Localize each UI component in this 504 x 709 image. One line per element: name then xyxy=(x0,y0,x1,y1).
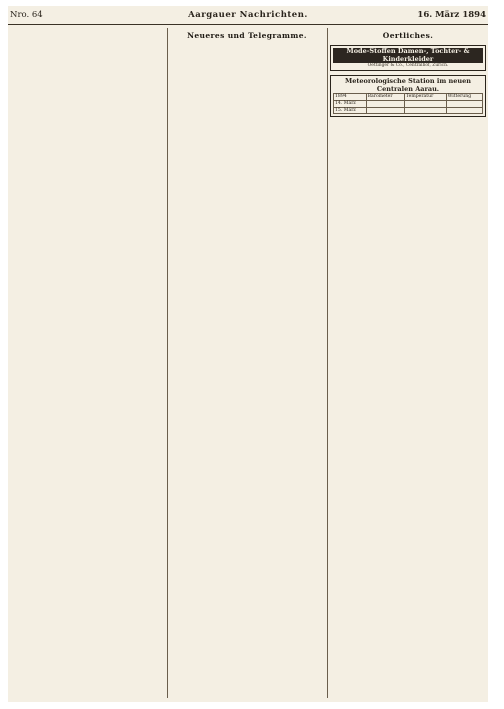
column-divider xyxy=(167,28,168,698)
ad-mode-firm: Oettinger & Co., Centralhof, Zürich. xyxy=(367,63,449,68)
weather-report-title: Meteorologische Station im neuen Centralen Aarau. xyxy=(345,77,471,93)
column-divider xyxy=(327,28,328,698)
weather-cell: 14. März xyxy=(334,101,367,108)
ad-mode-title: Mode-Stoffen Damen-, Töchter- & Kinderkleider xyxy=(333,48,483,63)
section-heading-oertliches: Oertliches. xyxy=(382,31,434,40)
weather-cell xyxy=(366,101,404,108)
table-row xyxy=(334,101,483,108)
newspaper-name: Aargauer Nachrichten. xyxy=(188,10,308,20)
weather-header-cell: 1894 xyxy=(334,94,367,101)
weather-cell xyxy=(404,107,446,114)
weather-cell xyxy=(446,101,482,108)
column-3 xyxy=(330,28,486,700)
advertisement-mode xyxy=(330,45,486,71)
weather-cell xyxy=(404,101,446,108)
weather-header-cell: Temperatur xyxy=(404,94,446,101)
weather-report xyxy=(330,75,486,117)
column-2 xyxy=(170,28,324,700)
weather-table-header xyxy=(334,94,483,101)
weather-header-cell: Barometer xyxy=(366,94,404,101)
weather-cell xyxy=(446,107,482,114)
weather-header-cell: Witterung xyxy=(446,94,482,101)
weather-cell xyxy=(366,107,404,114)
page-header xyxy=(8,6,488,25)
column-1 xyxy=(10,28,164,700)
table-row xyxy=(334,107,483,114)
issue-date: 16. März 1894 xyxy=(417,10,486,20)
newspaper-page xyxy=(8,6,488,702)
weather-table xyxy=(333,93,483,114)
page-number: Nro. 64 xyxy=(10,10,43,20)
weather-cell: 15. März xyxy=(334,107,367,114)
section-heading-telegramme: Neueres und Telegramme. xyxy=(187,31,307,40)
